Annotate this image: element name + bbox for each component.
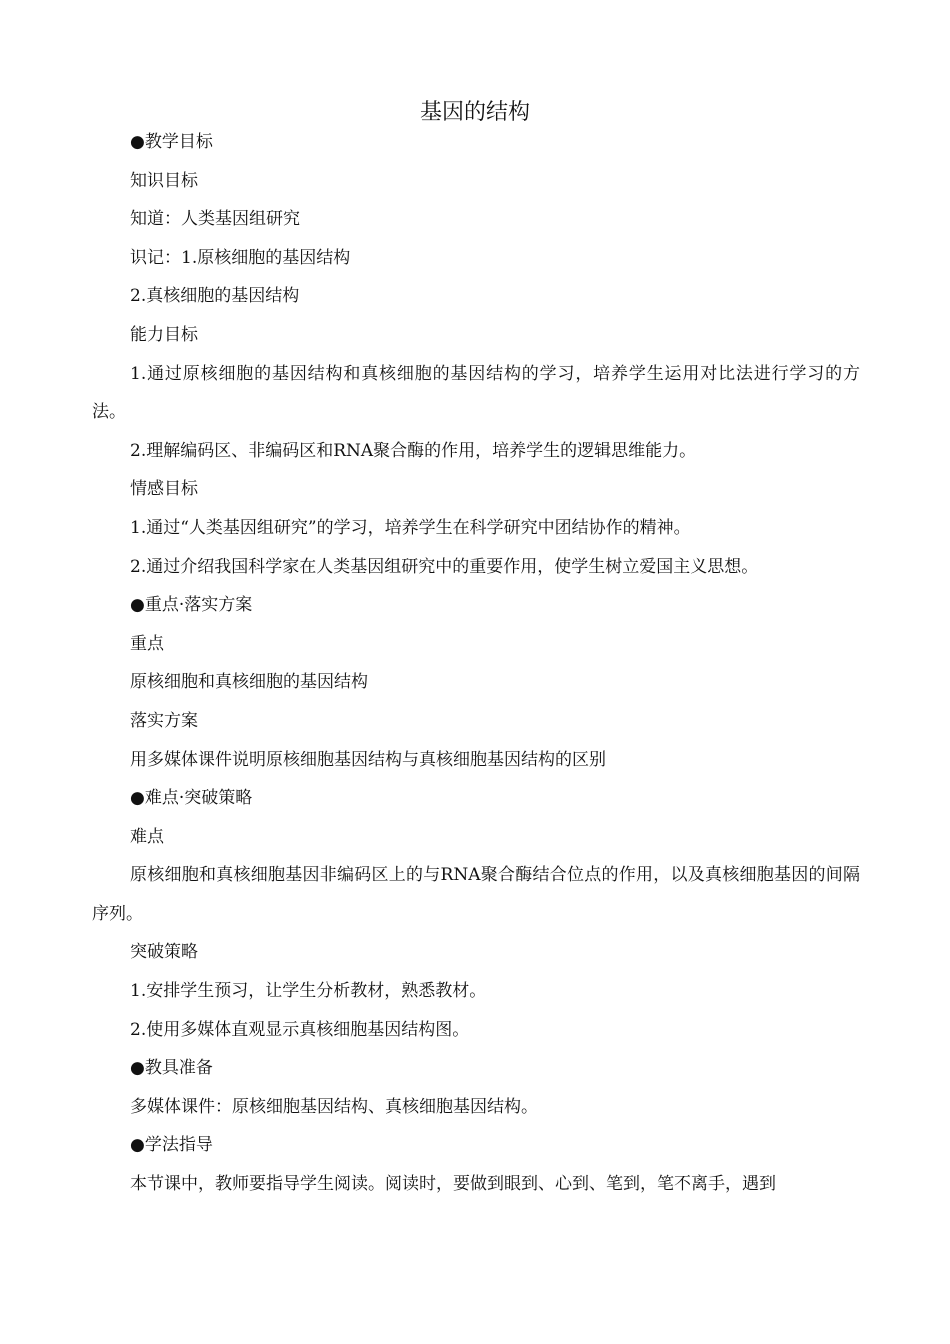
text-line: 2.使用多媒体直观显示真核细胞基因结构图。: [130, 1019, 470, 1040]
subheading-implementation: 落实方案: [130, 710, 198, 731]
subheading-emotional-goals: 情感目标: [130, 479, 198, 500]
subheading-knowledge-goals: 知识目标: [130, 170, 198, 191]
paragraph: 1.通过原核细胞的基因结构和真核细胞的基因结构的学习，培养学生运用对比法进行学习的方法。: [92, 363, 860, 423]
text-line: 2.真核细胞的基因结构: [130, 286, 300, 307]
section-heading-study-guide: ●学法指导: [130, 1135, 213, 1156]
section-heading-difficulties: ●难点·突破策略: [130, 788, 253, 809]
text-line: 多媒体课件：原核细胞基因结构、真核细胞基因结构。: [130, 1096, 538, 1117]
text-line: 知道：人类基因组研究: [130, 209, 300, 230]
text-line: 原核细胞和真核细胞的基因结构: [130, 672, 368, 693]
text-line: 1.通过“人类基因组研究”的学习，培养学生在科学研究中团结协作的精神。: [130, 517, 691, 538]
document-title: 基因的结构: [419, 100, 530, 125]
paragraph: 本节课中，教师要指导学生阅读。阅读时，要做到眼到、心到、笔到，笔不离手，遇到: [130, 1174, 776, 1195]
text-line: 用多媒体课件说明原核细胞基因结构与真核细胞基因结构的区别: [130, 749, 606, 770]
text-line: 2.通过介绍我国科学家在人类基因组研究中的重要作用，使学生树立爱国主义思想。: [130, 556, 759, 577]
subheading-key-point: 重点: [130, 633, 164, 654]
document-body: [92, 123, 860, 1204]
section-heading-teaching-goals: ●教学目标: [130, 132, 213, 152]
section-heading-key-points: ●重点·落实方案: [130, 595, 253, 616]
subheading-strategy: 突破策略: [130, 942, 198, 963]
text-line: 2.理解编码区、非编码区和RNA聚合酶的作用，培养学生的逻辑思维能力。: [130, 440, 697, 461]
subheading-ability-goals: 能力目标: [130, 324, 198, 345]
section-heading-teaching-aids: ●教具准备: [130, 1058, 213, 1079]
text-line: 1.安排学生预习，让学生分析教材，熟悉教材。: [130, 981, 487, 1002]
paragraph: 原核细胞和真核细胞基因非编码区上的与RNA聚合酶结合位点的作用，以及真核细胞基因的间隔序列。: [92, 865, 860, 924]
subheading-difficulty: 难点: [130, 826, 164, 847]
text-line: 识记：1.原核细胞的基因结构: [130, 247, 351, 268]
